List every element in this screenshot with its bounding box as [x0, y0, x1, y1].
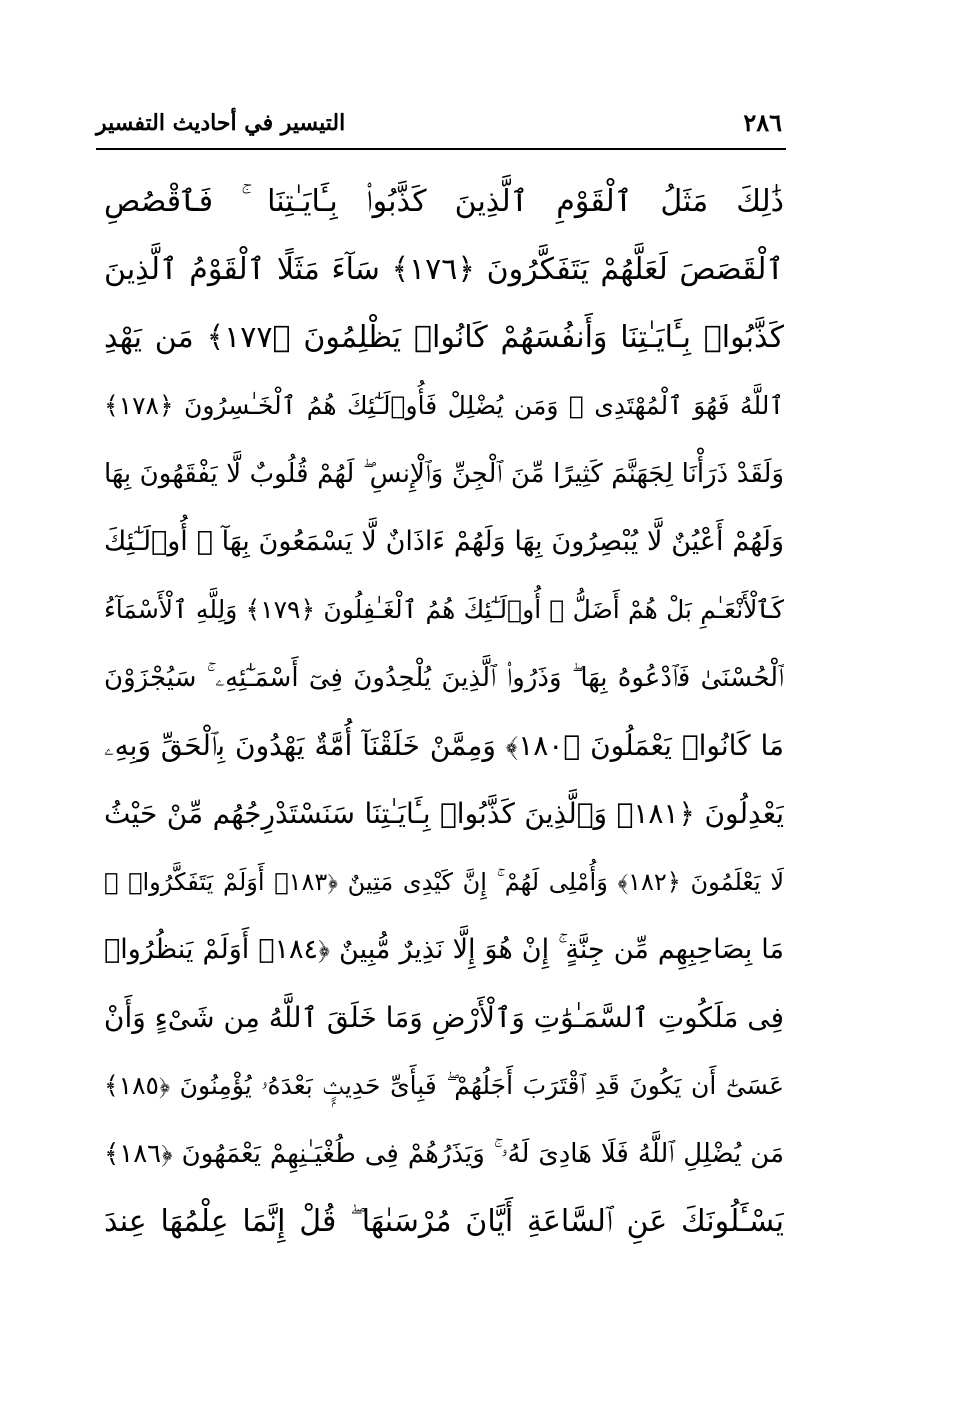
- text-line: ذَٰلِكَ مَثَلُ ٱلْقَوْمِ ٱلَّذِينَ كَذَّبُوا۟ بِـَٔايَـٰتِنَا ۚ فَٱقْصُصِ: [104, 184, 784, 219]
- text-line: وَلَهُمْ أَعْيُنٌ لَّا يُبْصِرُونَ بِهَا وَلَهُمْ ءَاذَانٌ لَّا يَسْمَعُونَ بِهَآ ۚ أُو۟لَـٰٓئِكَ: [104, 526, 784, 557]
- text-line: ٱلْقَصَصَ لَعَلَّهُمْ يَتَفَكَّرُونَ ﴿١٧٦﴾ سَآءَ مَثَلًا ٱلْقَوْمُ ٱلَّذِينَ: [104, 252, 784, 287]
- text-line: مَا بِصَاحِبِهِم مِّن جِنَّةٍ ۚ إِنْ هُوَ إِلَّا نَذِيرٌ مُّبِينٌ ﴿١٨٤﴾ أَوَلَمْ يَنظُرُوا۟: [104, 934, 784, 965]
- text-line: عَسَىٰٓ أَن يَكُونَ قَدِ ٱقْتَرَبَ أَجَلُهُمْ ۖ فَبِأَىِّ حَدِيثٍۭ بَعْدَهُۥ يُؤْمِنُونَ ﴿١٨٥﴾: [104, 1071, 784, 1100]
- quran-text-block: [104, 168, 784, 1256]
- text-line: ٱللَّهُ فَهُوَ ٱلْمُهْتَدِى ۖ وَمَن يُضْلِلْ فَأُو۟لَـٰٓئِكَ هُمُ ٱلْخَـٰسِرُونَ ﴿١٧٨﴾: [104, 391, 784, 420]
- text-line: فِى مَلَكُوتِ ٱلسَّمَـٰوَٰتِ وَٱلْأَرْضِ وَمَا خَلَقَ ٱللَّهُ مِن شَىْءٍ وَأَنْ: [104, 1001, 784, 1034]
- text-line: لَا يَعْلَمُونَ ﴿١٨٢﴾ وَأُمْلِى لَهُمْ ۚ إِنَّ كَيْدِى مَتِينٌ ﴿١٨٣﴾ أَوَلَمْ يَتَفَكَّرُوا۟ ۗ: [104, 868, 784, 896]
- page-number: ٢٨٦: [743, 108, 782, 137]
- text-line: يَسْـَٔلُونَكَ عَنِ ٱلسَّاعَةِ أَيَّانَ مُرْسَىٰهَا ۖ قُلْ إِنَّمَا عِلْمُهَا عِندَ: [104, 1204, 784, 1239]
- running-title: التيسير في أحاديث التفسير: [96, 110, 346, 136]
- text-line: كَذَّبُوا۟ بِـَٔايَـٰتِنَا وَأَنفُسَهُمْ كَانُوا۟ يَظْلِمُونَ ﴿١٧٧﴾ مَن يَهْدِ: [104, 320, 784, 355]
- text-line: ٱلْحُسْنَىٰ فَٱدْعُوهُ بِهَا ۖ وَذَرُوا۟ ٱلَّذِينَ يُلْحِدُونَ فِىٓ أَسْمَـٰٓئِهِۦ ۚ سَيُجْزَوْنَ: [104, 663, 784, 693]
- text-line: وَلَقَدْ ذَرَأْنَا لِجَهَنَّمَ كَثِيرًا مِّنَ ٱلْجِنِّ وَٱلْإِنسِ ۖ لَهُمْ قُلُوبٌ لَّا يَفْقَهُونَ بِهَا: [104, 459, 784, 489]
- header-divider: [96, 148, 786, 150]
- text-line: مَن يُضْلِلِ ٱللَّهُ فَلَا هَادِىَ لَهُۥ ۚ وَيَذَرُهُمْ فِى طُغْيَـٰنِهِمْ يَعْمَهُونَ ﴿١٨٦﴾: [104, 1139, 784, 1169]
- text-line: مَا كَانُوا۟ يَعْمَلُونَ ﴿١٨٠﴾ وَمِمَّنْ خَلَقْنَآ أُمَّةٌ يَهْدُونَ بِٱلْحَقِّ وَبِهِۦ: [104, 729, 784, 762]
- text-line: كَٱلْأَنْعَـٰمِ بَلْ هُمْ أَضَلُّ ۚ أُو۟لَـٰٓئِكَ هُمُ ٱلْغَـٰفِلُونَ ﴿١٧٩﴾ وَلِلَّهِ ٱلْأَسْمَآءُ: [104, 595, 784, 624]
- text-line: يَعْدِلُونَ ﴿١٨١﴾ وَٱلَّذِينَ كَذَّبُوا۟ بِـَٔايَـٰتِنَا سَنَسْتَدْرِجُهُم مِّنْ حَيْثُ: [104, 797, 784, 830]
- page-header: [96, 104, 786, 150]
